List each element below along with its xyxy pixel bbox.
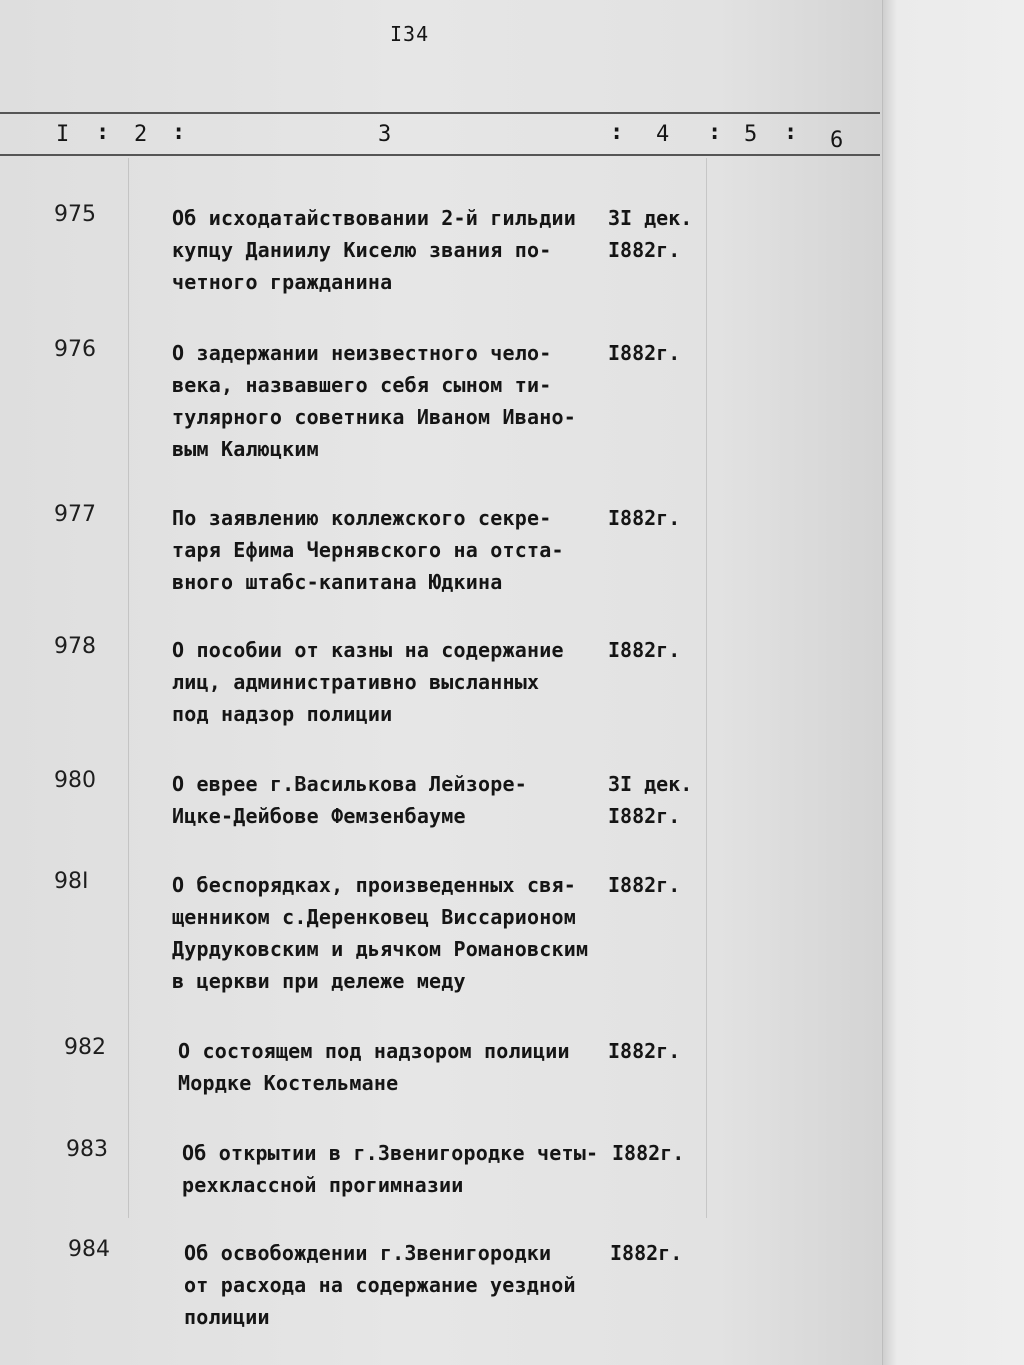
entry-title: Об освобождении г.Звенигородки от расхода на содержание уездной полиции — [184, 1241, 576, 1329]
column-separator: : — [708, 120, 722, 145]
column-separator: : — [96, 120, 110, 145]
faint-column-line — [706, 158, 707, 1218]
entry-title: О беспорядках, произведенных свя- щенником с.Деренковец Виссарионом Дурдуковским и дьячком Романовским в церкви при дележе меду — [172, 873, 589, 993]
column-header-6: 6 — [830, 128, 844, 153]
entry-number: 976 — [54, 337, 96, 362]
entry-title: О еврее г.Василькова Лейзоре- Ицке-Дейбове Фемзенбауме — [172, 772, 527, 828]
faint-column-line — [128, 158, 129, 1218]
entry-title: Об исходатайствовании 2-й гильдии купцу Даниилу Киселю звания по- четного гражданина — [172, 206, 576, 294]
entry-number: 980 — [54, 768, 96, 793]
page-number: I34 — [390, 22, 430, 46]
entry-number: 984 — [68, 1237, 110, 1262]
entry-title: По заявлению коллежского секре- таря Ефима Чернявского на отста- вного штабс-капитана Юдкина — [172, 506, 564, 594]
entry-date: 3I дек. I882г. — [608, 772, 693, 828]
column-separator: : — [172, 120, 186, 145]
column-header-1: I — [56, 122, 70, 147]
entry-date: I882г. — [608, 341, 681, 365]
underlying-sheet-edge — [882, 0, 1024, 1365]
entry-number: 982 — [64, 1035, 106, 1060]
header-top-rule — [0, 112, 880, 114]
column-separator: : — [784, 120, 798, 145]
header-bottom-rule — [0, 154, 880, 156]
column-header-5: 5 — [744, 122, 758, 147]
column-header-4: 4 — [656, 122, 670, 147]
entry-title: О задержании неизвестного чело- века, назвавшего себя сыном ти- тулярного советника Иваном Ивано- вым Калюцким — [172, 341, 576, 461]
column-separator: : — [610, 120, 624, 145]
entry-date: I882г. — [608, 1039, 681, 1063]
entry-date: I882г. — [608, 873, 681, 897]
entry-number: 978 — [54, 634, 96, 659]
entry-number: 98I — [54, 869, 89, 894]
entry-date: I882г. — [608, 638, 681, 662]
entry-title: Об открытии в г.Звенигородке четы- рехклассной прогимназии — [182, 1141, 599, 1197]
entry-date: 3I дек. I882г. — [608, 206, 693, 262]
entry-number: 983 — [66, 1137, 108, 1162]
entry-date: I882г. — [612, 1141, 685, 1165]
column-header-3: 3 — [378, 122, 392, 147]
entry-date: I882г. — [608, 506, 681, 530]
entry-title: О пособии от казны на содержание лиц, административно высланных под надзор полиции — [172, 638, 564, 726]
entry-date: I882г. — [610, 1241, 683, 1265]
entry-number: 977 — [54, 502, 96, 527]
column-header-2: 2 — [134, 122, 148, 147]
entry-title: О состоящем под надзором полиции Мордке Костельмане — [178, 1039, 570, 1095]
entry-number: 975 — [54, 202, 96, 227]
